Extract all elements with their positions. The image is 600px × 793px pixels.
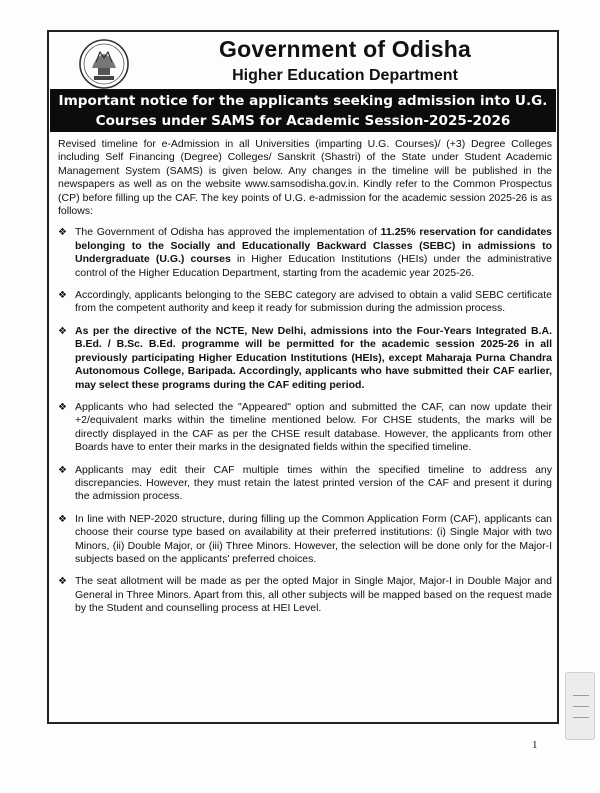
government-title: Government of Odisha [219,36,471,62]
list-item-text: In line with NEP-2020 structure, during filling up the Common Application Form (CAF), applicants can choose their course type based on availability at their preferred institutions: (i) Single Major with two Minors, (ii) Double Major, or (iii) Three Minors. However, the selection will be done only for the Major-I subjects based on the applicants' preferred choices. [75,512,552,565]
list-item-text [75,226,552,278]
diamond-bullet-icon: ❖ [58,325,67,337]
intro-paragraph: Revised timeline for e-Admission in all Universities (imparting U.G. Courses)/ (+3) Degree Colleges including Self Financing (Degree) Colleges/ Sanskrit (Shastri) of the State under Student Academic Management System (SAMS) is given below. Any changes in the timeline will be published in the newspapers as well as on the website www.samsodisha.gov.in. Kindly refer to the Common Prospectus (CP) before filling up the CAF. The key points of U.G. e-admission for the academic session 2025-26 is as follows: [58,138,552,218]
hamburger-menu-icon[interactable] [565,672,595,740]
list-item-text: Accordingly, applicants belonging to the SEBC category are advised to obtain a valid SEBC certificate from the competent authority and keep it ready for submission during the admission process. [75,289,552,315]
notice-body [58,138,552,625]
list-item [58,464,552,504]
page-number: 1 [532,739,538,751]
list-item [58,325,552,392]
banner-line-1: Important notice for the applicants seeking admission into U.G. [58,93,548,109]
diamond-bullet-icon: ❖ [58,464,67,476]
list-item [58,575,552,615]
list-item-text: Applicants may edit their CAF multiple times within the specified timeline to address any discrepancies. However, they must retain the latest printed version of the CAF and present it during the admission process. [75,463,552,503]
diamond-bullet-icon: ❖ [58,290,67,302]
notice-banner [50,89,556,132]
odisha-emblem-icon [78,38,130,90]
list-item [58,401,552,455]
list-item-text-part: in Higher Education Institutions (HEIs) under the administrative control of the Higher Education Department, starting from the academic year 2025-26. [75,253,552,279]
list-item [58,289,552,316]
diamond-bullet-icon: ❖ [58,513,67,525]
banner-line-2: Courses under SAMS for Academic Session-2025-2026 [95,113,511,129]
list-item-text: As per the directive of the NCTE, New Delhi, admissions into the Four-Years Integrated B.A. B.Ed. / B.Sc. B.Ed. programme will be permitted for the academic session 2025-26 in all previously participating Higher Education Institutions (HEIs), except Maharaja Purna Chandra Autonomous College, Baripada. Accordingly, applicants who have submitted their CAF earlier, may select these programs during the CAF editing period. [75,324,552,391]
diamond-bullet-icon: ❖ [58,576,67,588]
list-item-bold-text: 11.25% reservation for candidates belonging to the Socially and Educationally Backward Classes (SEBC) in admissions to Undergraduate (U.G.) courses [75,226,552,266]
list-item [58,513,552,567]
list-item-text-part: The Government of Odisha has approved the implementation of [75,226,381,239]
list-item-text: The seat allotment will be made as per the opted Major in Single Major, Major-I in Double Major and General in Three Minors. Apart from this, all other subjects will be mapped based on the request made by the Student and counselling process at HEI Level. [75,575,552,615]
diamond-bullet-icon: ❖ [58,401,67,413]
list-item [58,226,552,280]
department-title: Higher Education Department [232,67,458,84]
diamond-bullet-icon: ❖ [58,227,67,239]
list-item-text: Applicants who had selected the "Appeared" option and submitted the CAF, can now update their +2/equivalent marks within the timeline mentioned below. For CHSE students, the marks will be directly displayed in the CAF as per the CHSE result database. However, the applicants from other Boards have to enter their marks in the designated fields within the specified timeline. [75,400,552,454]
